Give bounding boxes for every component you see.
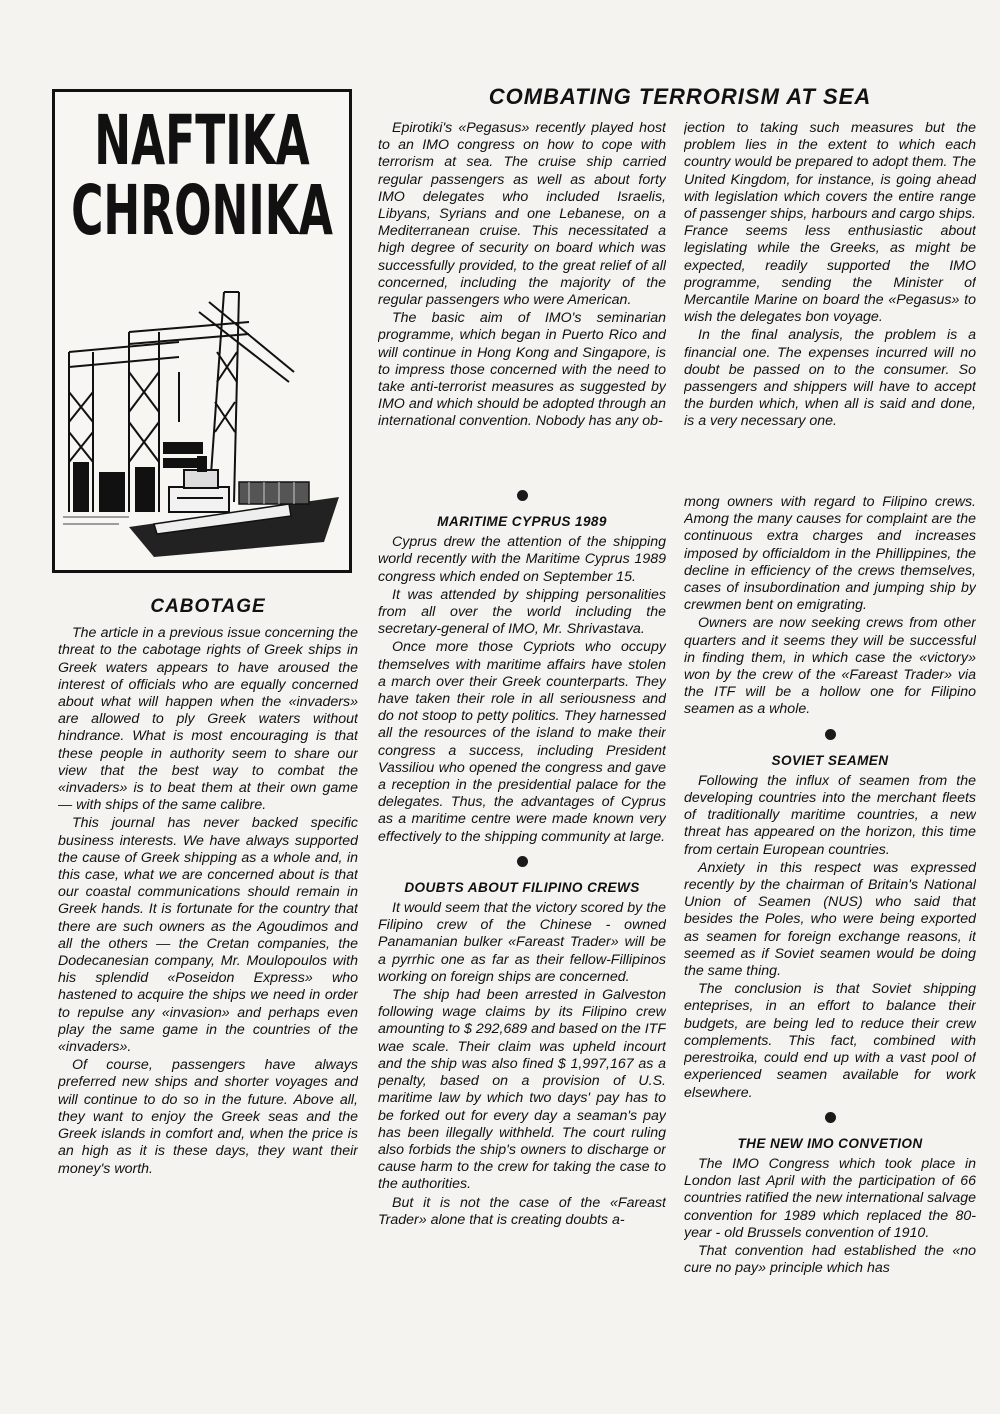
imo-convention-title: THE NEW IMO CONVETION [737,1135,923,1151]
masthead-logo [52,89,352,573]
paragraph: Owners are now seeking crews from other quarters and it seems they will be successful in finding them, in which case the «victory» won by the crew of the «Fareast Trader» via the ITF will be a hollow one for Filipino seamen as a whole. [684,615,976,718]
paragraph: Cyprus drew the attention of the shipping world recently with the Maritime Cyprus 1989 congress which ended on September 15. [378,534,666,585]
paragraph: mong owners with regard to Filipino crews. Among the many causes for complaint are the continuous extra charges and increases imposed by officialdom in the Phillippines, the decline in efficiency of the crews themselves, cases of insubordination and jumping ship by crewmen bent on emigrating. [684,494,976,614]
paragraph: It would seem that the victory scored by the Filipino crew of the Chinese - owned Panamanian bulker «Fareast Trader» will be a pyrrhic one as far as their fellow-Fillipinos working on foreign ships are concerned. [378,900,666,985]
soviet-seamen-title: SOVIET SEAMEN [771,752,889,768]
paragraph: The conclusion is that Soviet shipping enteprises, in an effort to balance their budgets, are being led to reduce their crew complements. This fact, combined with perestroika, could end up with a vast pool of experienced seamen available for work elsewhere. [684,981,976,1101]
paragraph: It was attended by shipping personalities from all over the world including the secretary-general of IMO, Mr. Shrivastava. [378,586,666,638]
masthead-title-line2: CHRONIKA [71,172,333,252]
main-article-col3 [684,120,976,480]
paragraph: Following the influx of seamen from the developing countries into the merchant fleets of traditionally maritime countries, a new threat has appeared on the horizon, this time from certain European countries. [684,772,976,858]
cabotage-title: CABOTAGE [150,598,266,617]
paragraph: That convention had established the «no cure no pay» principle which has [684,1242,976,1277]
separator-dot [517,856,528,867]
main-article-title: COMBATING TERRORISM AT SEA [488,84,872,109]
paragraph: Of course, passengers have always preferred new ships and shorter voyages and will continue to do so in the future. Above all, they want to enjoy the Greek seas and the Greek islands in comfort and, when the price is an high as it is these days, they want their money's worth. [58,1057,358,1177]
filipino-crews-title: DOUBTS ABOUT FILIPINO CREWS [404,879,640,895]
separator-dot [517,490,528,501]
maritime-cyprus-title: MARITIME CYPRUS 1989 [437,514,607,529]
container-crane-and-ship-illustration [59,272,347,562]
paragraph: In the final analysis, the problem is a financial one. The expenses incurred will no doubt be passed on to the consumer. So passengers and shippers will have to accept the burden which, when all is said and done, is a very necessary one. [684,327,976,430]
paragraph: The article in a previous issue concerning the threat to the cabotage rights of Greek ships in Greek waters appears to have aroused the interest of officials who are equally concerned about what will happen when the «invaders» are allowed to ply Greek waters without hindrance. What is most encouraging is that these people in authority seem to share our view that the best way to combat the «invaders» is to beat them at their own game — with ships of the same calibre. [58,625,358,814]
separator-dot [825,1112,836,1123]
paragraph: The basic aim of IMO's seminarian programme, which began in Puerto Rico and will continue in Hong Kong and Singapore, is to impress those concerned with the need to take anti-terrorist measures as suggested by IMO and which should be adopted through an international convention. Nobody has any ob- [378,310,666,430]
main-article-col2 [378,120,666,500]
paragraph: Anxiety in this respect was expressed recently by the chairman of Britain's National Union of Seamen (NUS) who said that besides the Poles, who were being exported as seamen for foreign exchange reasons, it seemed as if Soviet seamen would be doing the same thing. [684,859,976,980]
paragraph: The IMO Congress which took place in London last April with the participation of 66 countries ratified the new international salvage convention for 1989 which replaced the 80-year - old Brussels convention of 1910. [684,1155,976,1241]
paragraph: The ship had been arrested in Galveston following wage claims by its Filipino crew amounting to $ 292,689 and based on the ITF wae scale. Their claim was upheld incourt and the ship was also fined $ 1,997,167 as a penalty, based on a provision of U.S. maritime law by which two days' pay has to be forked out for every day a seaman's pay has been illegally withheld. The court ruling also forbids the ship's owners to discharge or cause harm to the crew for taking the case to the authorities. [378,987,666,1193]
masthead-title-line1: NAFTIKA [94,102,310,182]
paragraph: Epirotiki's «Pegasus» recently played host to an IMO congress on how to cope with terrorism at sea. The cruise ship carried regular passengers as well as about forty IMO delegates who included Israelis, Libyans, Syrians and one Lebanese, on a Mediterranean cruise. This necessitated a high degree of security on board which was successfully provided, to the great relief of all concerned, including the majority of the regular passengers who were American. [378,120,666,309]
cabotage-article [58,598,358,1368]
paragraph: Once more those Cypriots who occupy themselves with maritime affairs have stolen a march over their Greek counterparts. They have taken their role in all seriousness and do not stoop to petty politics. They harnessed all the resources of the island to make their congress a success, including President Vassiliou who opened the congress and gave a reception in the presidential palace for the delegates. Thus, the advantages of Cyprus as a maritime centre were made known very effectively to the shipping community at large. [378,639,666,845]
separator-dot [825,729,836,740]
col3-lower [684,494,976,1384]
paragraph: This journal has never backed specific business interests. We have always supported the cause of Greek shipping as a whole and, in this case, what we are concerned about is that our coastal communications should remain in Greek hands. It is fortunate for the country that there are such owners as the Agoudimos and all the others — the Cretan companies, the Dodecanesian company, Mr. Moulopoulos with his splendid «Poseidon Express» who hastened to acquire the ships we need in order to repulse any «invasion» and perhaps even play the same game in the countries of the «invaders». [58,815,358,1056]
paragraph: jection to taking such measures but the problem lies in the extent to which each country would be prepared to adopt them. The United Kingdom, for instance, is going ahead with legislation which covers the entire range of passenger ships, harbours and cargo ships. France seems less enthusiastic about legislating while the Greeks, as might be expected, readily supported the IMO programme, sending the Minister of Mercantile Marine on board the «Pegasus» to wish the delegates bon voyage. [684,120,976,326]
paragraph: But it is not the case of the «Fareast Trader» alone that is creating doubts a- [378,1194,666,1228]
col2-lower [378,480,666,1380]
